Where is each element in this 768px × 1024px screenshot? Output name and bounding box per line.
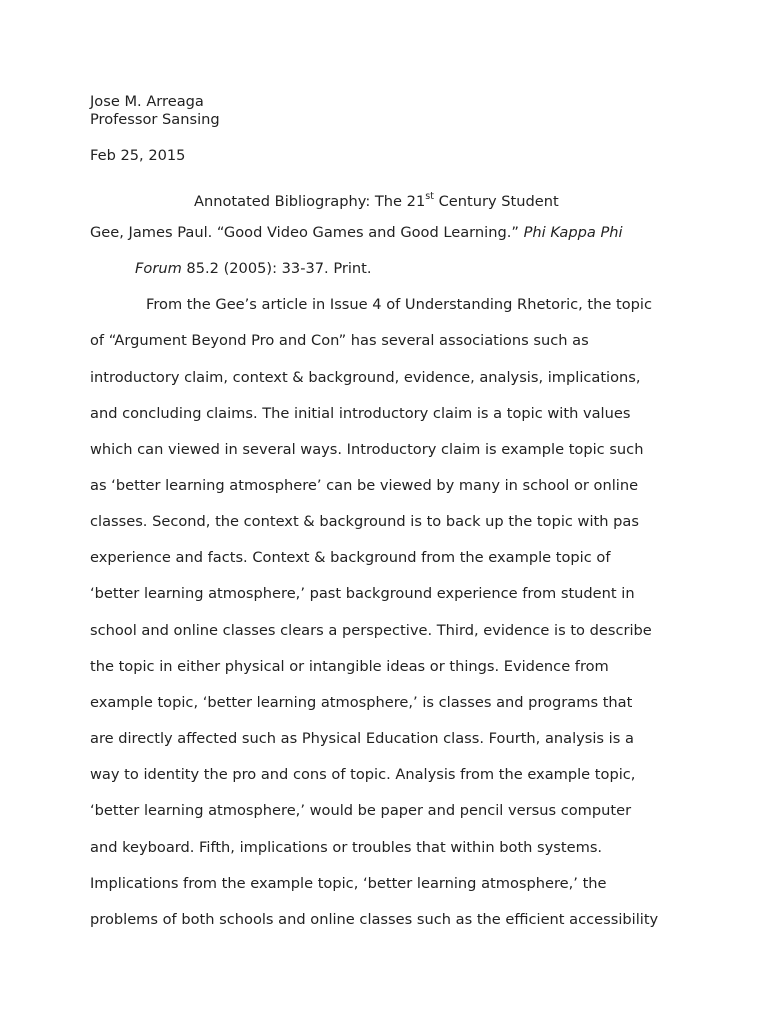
body-line: ‘better learning atmosphere,’ would be paper and pencil versus computer [90,802,632,819]
body-line: of “Argument Beyond Pro and Con” has several associations such as [90,332,589,349]
body-line: and concluding claims. The initial introductory claim is a topic with values [90,405,631,422]
body-line: ‘better learning atmosphere,’ past background experience from student in [90,585,635,602]
body-line: are directly affected such as Physical Education class. Fourth, analysis is a [90,730,634,747]
citation-journal-part-1: Phi Kappa Phi [523,224,623,241]
body-line: which can viewed in several ways. Introductory claim is example topic such [90,441,644,458]
date-line: Feb 25, 2015 [90,147,186,164]
title-superscript: st [425,191,434,203]
body-line: way to identity the pro and cons of topic. Analysis from the example topic, [90,766,636,783]
title-text: Annotated Bibliography: The 21 [194,193,426,210]
body-line: experience and facts. Context & background from the example topic of [90,549,611,566]
body-line: as ‘better learning atmosphere’ can be viewed by many in school or online [90,477,639,494]
citation-authors-title: Gee, James Paul. “Good Video Games and Good Learning.” [90,224,524,241]
body-line: and keyboard. Fifth, implications or troubles that within both systems. [90,839,603,856]
citation-journal-part-2: Forum [135,260,182,277]
body-line: Implications from the example topic, ‘better learning atmosphere,’ the [90,875,607,892]
document-title [194,193,559,211]
professor-name: Professor Sansing [90,111,220,128]
body-line: classes. Second, the context & background is to back up the topic with pas [90,513,639,530]
citation-line-1 [90,224,623,242]
title-text-end: Century Student [433,193,559,210]
citation-line-2 [135,260,372,278]
body-line: From the Gee’s article in Issue 4 of Understanding Rhetoric, the topic [146,296,653,313]
citation-volume-pages: 85.2 (2005): 33-37. Print. [181,260,372,277]
author-name: Jose M. Arreaga [90,93,204,110]
body-line: introductory claim, context & background, evidence, analysis, implications, [90,369,641,386]
body-line: example topic, ‘better learning atmosphere,’ is classes and programs that [90,694,633,711]
body-line: the topic in either physical or intangible ideas or things. Evidence from [90,658,609,675]
body-line: problems of both schools and online classes such as the efficient accessibility [90,911,659,928]
body-line: school and online classes clears a perspective. Third, evidence is to describe [90,622,652,639]
